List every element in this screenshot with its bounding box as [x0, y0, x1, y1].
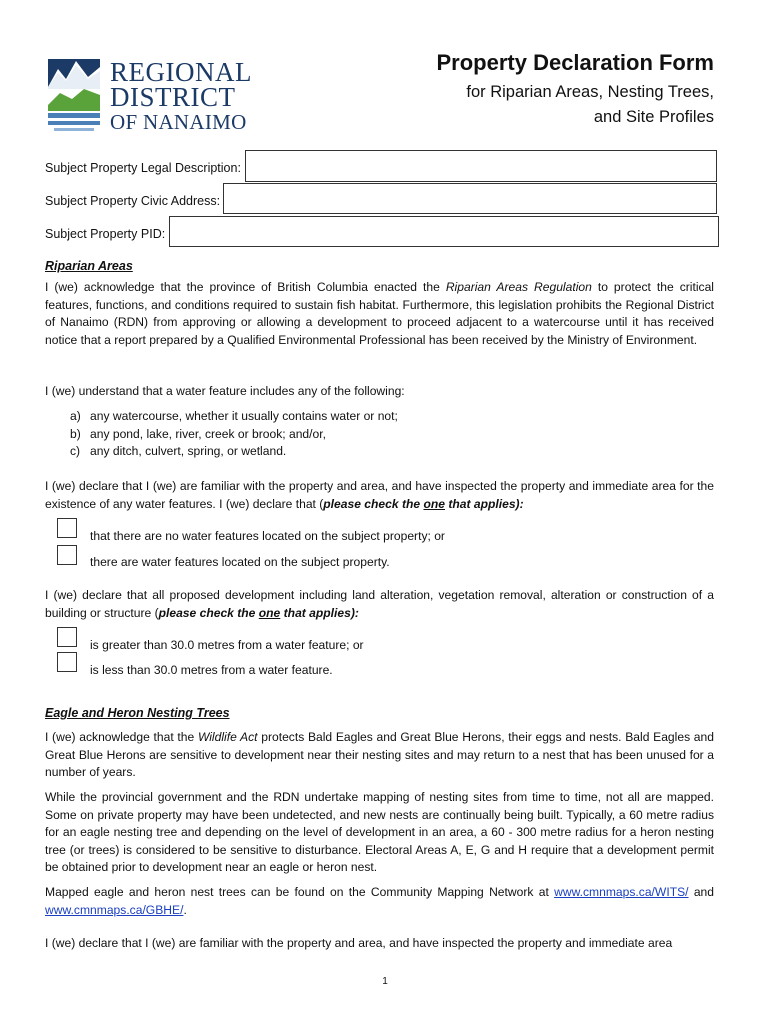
nesting-heading: Eagle and Heron Nesting Trees [45, 706, 230, 720]
list-item: c) any ditch, culvert, spring, or wetland. [70, 444, 287, 458]
less-than-30m-checkbox[interactable] [57, 652, 77, 672]
legal-description-field[interactable] [245, 150, 717, 182]
no-water-features-label: that there are no water features located on the subject property; or [90, 529, 445, 543]
civic-address-label: Subject Property Civic Address: [45, 194, 221, 208]
form-title: Property Declaration Form [436, 50, 714, 75]
gbhe-map-link[interactable]: www.cmnmaps.ca/GBHE/ [45, 902, 184, 917]
list-item: a) any watercourse, whether it usually contains water or not; [70, 409, 398, 423]
rdn-logo [44, 55, 252, 137]
nesting-paragraph-1: I (we) acknowledge that the Wildlife Act protects Bald Eagles and Great Blue Herons, their eggs and nests. Bald Eagles and Great Blue Herons are sensitive to development near their nesting sites and may return to a nest that has been unused for a number of years. [45, 730, 714, 779]
nesting-paragraph-2: While the provincial government and the RDN undertake mapping of nesting sites from time to time, not all are mapped. Some on private property may have been undetected, and new nests are continually being built. Typically, a 60 metre radius for an eagle nesting tree and depending on the level of development in an area, a 60 - 300 metre radius for a heron nesting tree (or trees) is considered to be sensitive to disturbance. Electoral Areas A, E, G and H require that a development permit be obtained prior to development near an eagle or heron nest. [45, 790, 714, 874]
logo-line-3: OF NANAIMO [110, 110, 247, 134]
wits-map-link[interactable]: www.cmnmaps.ca/WITS/ [554, 885, 689, 899]
legal-description-input[interactable] [246, 151, 716, 181]
riparian-paragraph-4: I (we) declare that all proposed development including land alteration, vegetation removal, alteration or construction of a building or structure (please check the one that applies): [45, 588, 714, 620]
logo-line-1: REGIONAL [110, 57, 252, 87]
greater-than-30m-checkbox[interactable] [57, 627, 77, 647]
riparian-paragraph-1: I (we) acknowledge that the province of British Columbia enacted the Riparian Areas Regulation to protect the critical features, functions, and conditions required to sustain fish habitat. Furthermore, this legislation prohibits the Regional District of Nanaimo (RDN) from approving or allowing a development to proceed adjacent to a watercourse until it has received notice that a report prepared by a Qualified Environmental Professional has been received by the Ministry of Environment. [45, 280, 714, 347]
pid-field[interactable] [169, 216, 719, 247]
logo-emblem-icon [44, 55, 104, 135]
nesting-paragraph-3: Mapped eagle and heron nest trees can be found on the Community Mapping Network at www.cmnmaps.ca/WITS/ and www.cmnmaps.ca/GBHE/. [45, 885, 714, 917]
water-features-present-label: there are water features located on the subject property. [90, 555, 390, 569]
water-features-present-checkbox[interactable] [57, 545, 77, 565]
riparian-paragraph-2: I (we) understand that a water feature includes any of the following: [45, 384, 405, 398]
civic-address-field[interactable] [223, 183, 717, 214]
pid-label: Subject Property PID: [45, 227, 166, 241]
form-subtitle-line-1: for Riparian Areas, Nesting Trees, [466, 83, 714, 101]
greater-than-30m-label: is greater than 30.0 metres from a water feature; or [90, 638, 364, 652]
no-water-features-checkbox[interactable] [57, 518, 77, 538]
less-than-30m-label: is less than 30.0 metres from a water feature. [90, 663, 333, 677]
riparian-heading: Riparian Areas [45, 259, 133, 273]
page-number: 1 [382, 976, 388, 987]
pid-input[interactable] [170, 217, 718, 246]
riparian-paragraph-3: I (we) declare that I (we) are familiar with the property and area, and have inspected the property and immediate area for the existence of any water features. I (we) declare that (please check the one that applies): [45, 479, 714, 511]
form-subtitle-line-2: and Site Profiles [593, 108, 714, 126]
logo-line-2: DISTRICT [110, 82, 236, 112]
list-item: b) any pond, lake, river, creek or brook; and/or, [70, 426, 326, 441]
nesting-paragraph-4: I (we) declare that I (we) are familiar with the property and area, and have inspected the property and immediate area [45, 936, 673, 950]
legal-description-label: Subject Property Legal Description: [45, 161, 241, 175]
civic-address-input[interactable] [224, 184, 716, 213]
water-feature-list [70, 408, 398, 461]
